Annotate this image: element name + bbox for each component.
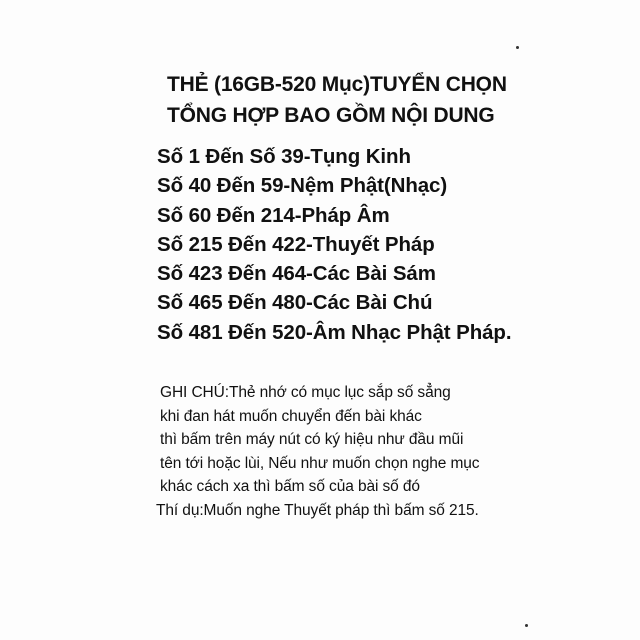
note-paragraph — [156, 381, 480, 522]
document-heading-line-2: TỔNG HỢP BAO GỒM NỘI DUNG — [167, 104, 495, 127]
scan-speck — [525, 624, 528, 627]
list-item: Số 1 Đến Số 39-Tụng Kinh — [157, 145, 411, 168]
note-line: thì bấm trên máy nút có ký hiệu như đầu mũi — [160, 431, 464, 448]
note-line: tên tới hoặc lùi, Nếu như muốn chọn nghe mục — [160, 454, 480, 472]
list-item: Số 40 Đến 59-Nệm Phật(Nhạc) — [157, 174, 448, 198]
list-item: Số 60 Đến 214-Pháp Âm — [157, 203, 390, 227]
content-list — [157, 142, 511, 347]
list-item: Số 465 Đến 480-Các Bài Chú — [157, 291, 433, 315]
note-line: Thí dụ:Muốn nghe Thuyết pháp thì bấm số 215. — [156, 501, 479, 519]
scan-speck — [516, 46, 519, 49]
list-item: Số 215 Đến 422-Thuyết Pháp — [157, 232, 435, 256]
document-heading-line-1: THẺ (16GB-520 Mục)TUYỂN CHỌN — [167, 73, 507, 96]
list-item: Số 481 Đến 520-Âm Nhạc Phật Pháp. — [157, 320, 512, 344]
list-item: Số 423 Đến 464-Các Bài Sám — [157, 262, 436, 286]
note-line: GHI CHÚ:Thẻ nhớ có mục lục sắp số sẳng — [160, 384, 451, 401]
note-line: khi đan hát muốn chuyển đến bài khác — [160, 407, 422, 425]
note-line: khác cách xa thì bấm số của bài số đó — [160, 478, 420, 495]
